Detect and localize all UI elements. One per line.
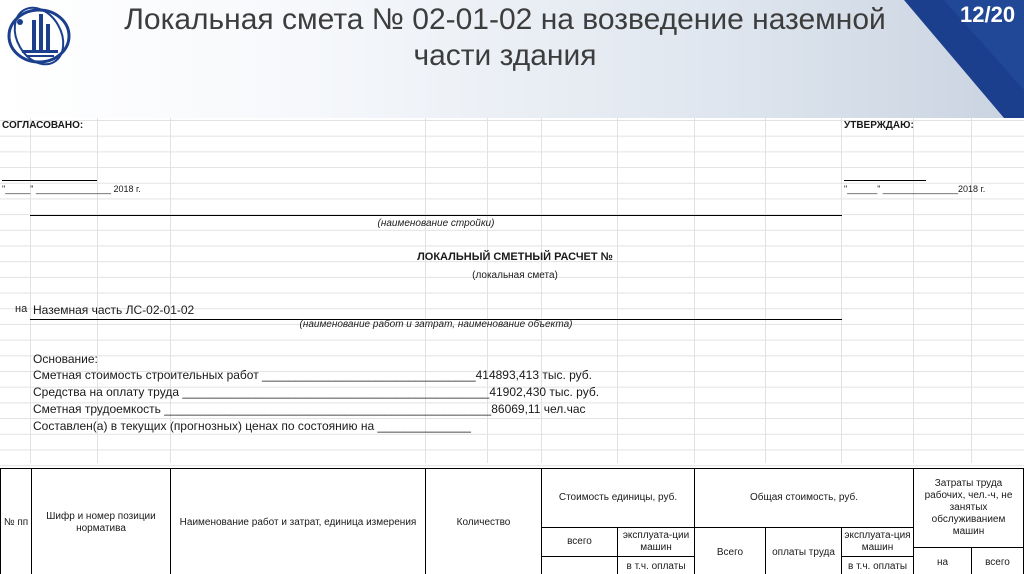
col-code-header: Шифр и номер позиции норматива (31, 468, 171, 574)
signature-line-right (844, 180, 926, 181)
col-unit-machines-header: эксплуата-ции машин (617, 527, 695, 557)
page-title: Локальная смета № 02-01-02 на возведение наземной части здания (124, 3, 886, 72)
grid-line (30, 118, 31, 463)
spreadsheet-area (0, 118, 1024, 574)
work-caption: (наименование работ и затрат, наименование объекта) (299, 319, 573, 330)
grid-line (617, 118, 618, 463)
date-left: "_____" _______________ 2018 г. (2, 184, 141, 194)
document-title: ЛОКАЛЬНЫЙ СМЕТНЫЙ РАСЧЕТ № (417, 251, 613, 263)
grid-line (913, 118, 914, 463)
slide-header (0, 0, 1024, 118)
col-labor-total-header: всего (971, 547, 1024, 574)
estimate-cost-line: Сметная стоимость строительных работ ________________________________414893,413 тыс. руб. (33, 368, 593, 382)
col-num-header: № пп (0, 468, 32, 574)
col-name-header: Наименование работ и затрат, единица измерения (170, 468, 426, 574)
col-total-incl-wage-header: в т.ч. оплаты (841, 556, 914, 574)
price-date-line: Составлен(а) в текущих (прогнозных) ценах по состоянию на ______________ (33, 419, 471, 433)
construction-name-line (30, 215, 842, 216)
col-labor-per-unit-header: на (913, 547, 972, 574)
wage-fund-line: Средства на оплату труда ______________________________________________41902,430 тыс. руб. (33, 385, 600, 399)
signature-line-left (2, 180, 97, 181)
col-unit-total-header: всего (541, 527, 618, 557)
col-total-wage-header: оплаты труда (765, 527, 842, 574)
estimate-table-header (0, 468, 1024, 574)
col-unit-blank (541, 556, 618, 574)
grid-line (694, 118, 695, 463)
approved-left-label: СОГЛАСОВАНО: (2, 120, 84, 131)
construction-name-caption: (наименование стройки) (377, 218, 495, 229)
date-right: "______" _______________2018 г. (844, 184, 986, 194)
grid-line (765, 118, 766, 463)
col-total-cost-header: Общая стоимость, руб. (694, 468, 914, 528)
grid-line (841, 118, 842, 463)
on-label: на (15, 303, 28, 315)
col-total-all-header: Всего (694, 527, 766, 574)
col-total-machines-header: эксплуата-ция машин (841, 527, 914, 557)
col-labor-header: Затраты труда рабочих, чел.-ч, не занятых обслуживанием машин (913, 468, 1024, 548)
grid-line (971, 118, 972, 463)
work-name: Наземная часть ЛС-02-01-02 (33, 303, 195, 317)
col-unit-cost-header: Стоимость единицы, руб. (541, 468, 695, 528)
labor-intensity-line: Сметная трудоемкость _________________________________________________86069,11 чел.час (33, 402, 586, 416)
approved-right-label: УТВЕРЖДАЮ: (844, 120, 914, 131)
col-unit-incl-wage-header: в т.ч. оплаты (617, 556, 695, 574)
document-subtitle: (локальная смета) (472, 270, 558, 281)
basis-label: Основание: (33, 352, 98, 366)
page-number: 12/20 (960, 2, 1016, 27)
col-quantity-header: Количество (425, 468, 542, 574)
organization-emblem-icon (4, 2, 74, 70)
